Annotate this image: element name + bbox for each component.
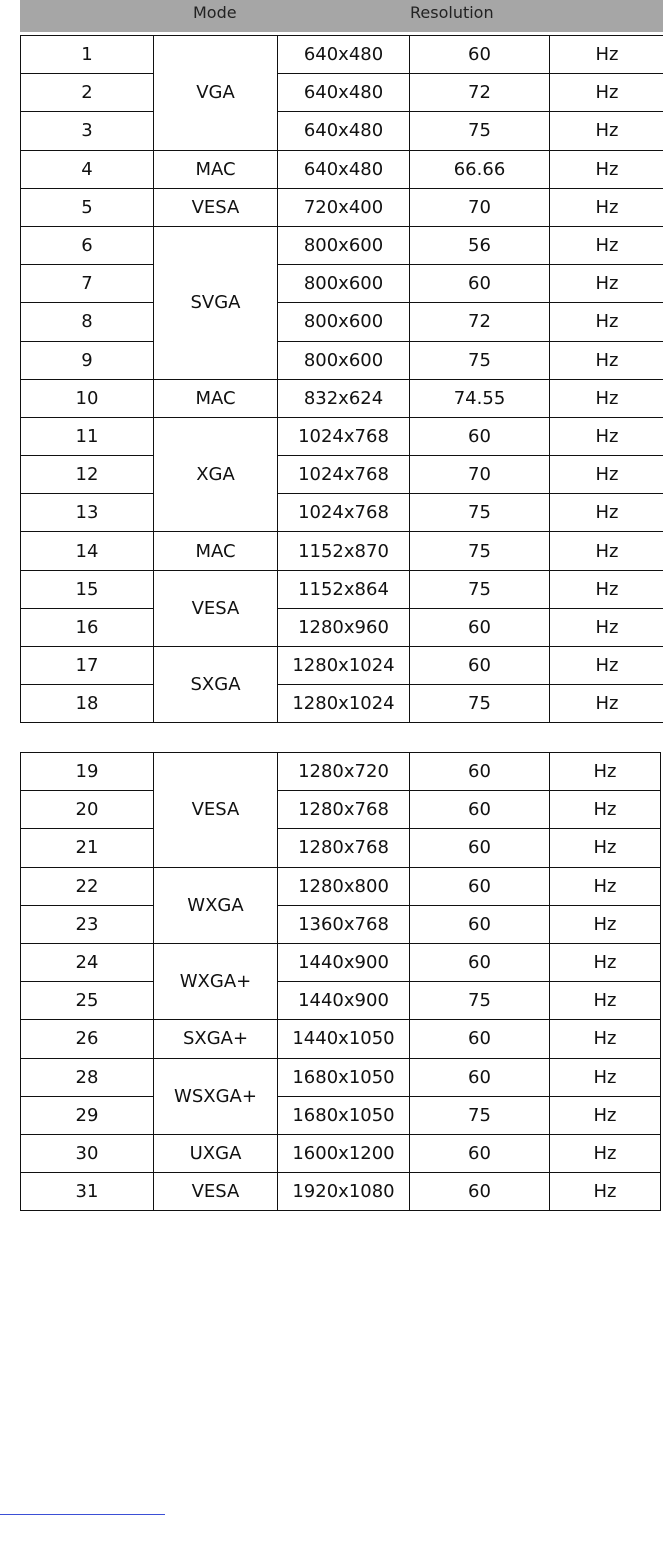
table-row	[21, 829, 661, 867]
refresh-rate-cell: 60	[410, 1058, 550, 1096]
unit-cell: Hz	[550, 379, 663, 417]
mode-number-cell: 13	[21, 494, 154, 532]
unit-cell: Hz	[550, 685, 663, 723]
refresh-rate-cell: 75	[410, 494, 550, 532]
refresh-rate-cell: 60	[410, 1020, 550, 1058]
resolution-cell: 1152x864	[278, 570, 410, 608]
table-row	[21, 1096, 661, 1134]
mode-number-cell: 25	[21, 982, 154, 1020]
mode-name-cell: UXGA	[154, 1134, 278, 1172]
mode-name-cell: MAC	[154, 379, 278, 417]
resolution-cell: 800x600	[278, 303, 410, 341]
unit-cell: Hz	[550, 905, 661, 943]
mode-number-cell: 18	[21, 685, 154, 723]
mode-number-cell: 10	[21, 379, 154, 417]
unit-cell: Hz	[550, 36, 663, 74]
refresh-rate-cell: 75	[410, 1096, 550, 1134]
mode-number-cell: 15	[21, 570, 154, 608]
table-row	[21, 379, 663, 417]
mode-name-cell: WXGA+	[154, 943, 278, 1019]
resolution-cell: 1152x870	[278, 532, 410, 570]
table-row	[21, 867, 661, 905]
resolution-cell: 800x600	[278, 226, 410, 264]
footnote-separator	[0, 1514, 165, 1515]
resolution-cell: 1440x900	[278, 982, 410, 1020]
refresh-rate-cell: 60	[410, 1173, 550, 1211]
unit-cell: Hz	[550, 1134, 661, 1172]
refresh-rate-cell: 60	[410, 905, 550, 943]
mode-name-cell: WSXGA+	[154, 1058, 278, 1134]
table-row	[21, 753, 661, 791]
mode-number-cell: 1	[21, 36, 154, 74]
table-row	[21, 303, 663, 341]
mode-number-cell: 8	[21, 303, 154, 341]
unit-cell: Hz	[550, 188, 663, 226]
mode-name-cell: XGA	[154, 417, 278, 532]
refresh-rate-cell: 60	[410, 753, 550, 791]
unit-cell: Hz	[550, 532, 663, 570]
table-row	[21, 791, 661, 829]
mode-name-cell: VESA	[154, 188, 278, 226]
table-row	[21, 608, 663, 646]
unit-cell: Hz	[550, 1058, 661, 1096]
unit-cell: Hz	[550, 112, 663, 150]
resolution-cell: 1280x1024	[278, 647, 410, 685]
mode-name-cell: VESA	[154, 570, 278, 646]
refresh-rate-cell: 60	[410, 943, 550, 981]
table-row	[21, 74, 663, 112]
resolution-cell: 1680x1050	[278, 1058, 410, 1096]
refresh-rate-cell: 72	[410, 303, 550, 341]
resolution-cell: 640x480	[278, 112, 410, 150]
resolution-cell: 1280x768	[278, 829, 410, 867]
table-row	[21, 905, 661, 943]
resolution-cell: 1440x1050	[278, 1020, 410, 1058]
unit-cell: Hz	[550, 570, 663, 608]
resolution-cell: 800x600	[278, 265, 410, 303]
refresh-rate-cell: 75	[410, 341, 550, 379]
table-row	[21, 150, 663, 188]
refresh-rate-cell: 74.55	[410, 379, 550, 417]
unit-cell: Hz	[550, 1020, 661, 1058]
mode-number-cell: 30	[21, 1134, 154, 1172]
resolution-cell: 1024x768	[278, 417, 410, 455]
resolution-cell: 1600x1200	[278, 1134, 410, 1172]
table-row	[21, 417, 663, 455]
table-row	[21, 188, 663, 226]
resolution-cell: 800x600	[278, 341, 410, 379]
refresh-rate-cell: 66.66	[410, 150, 550, 188]
unit-cell: Hz	[550, 341, 663, 379]
mode-number-cell: 16	[21, 608, 154, 646]
mode-number-cell: 12	[21, 456, 154, 494]
unit-cell: Hz	[550, 417, 663, 455]
refresh-rate-cell: 60	[410, 265, 550, 303]
mode-number-cell: 11	[21, 417, 154, 455]
refresh-rate-cell: 60	[410, 608, 550, 646]
refresh-rate-cell: 60	[410, 1134, 550, 1172]
table-row	[21, 36, 663, 74]
unit-cell: Hz	[550, 150, 663, 188]
unit-cell: Hz	[550, 1096, 661, 1134]
refresh-rate-cell: 75	[410, 982, 550, 1020]
resolution-cell: 1280x960	[278, 608, 410, 646]
unit-cell: Hz	[550, 608, 663, 646]
table-row	[21, 570, 663, 608]
resolution-cell: 1024x768	[278, 494, 410, 532]
table-row	[21, 685, 663, 723]
unit-cell: Hz	[550, 829, 661, 867]
resolution-table-part-2	[20, 752, 661, 1211]
resolution-cell: 640x480	[278, 74, 410, 112]
table-row	[21, 982, 661, 1020]
mode-name-cell: SVGA	[154, 226, 278, 379]
unit-cell: Hz	[550, 791, 661, 829]
mode-number-cell: 19	[21, 753, 154, 791]
table-row	[21, 265, 663, 303]
mode-name-cell: SXGA	[154, 647, 278, 723]
refresh-rate-cell: 60	[410, 647, 550, 685]
unit-cell: Hz	[550, 456, 663, 494]
refresh-rate-cell: 60	[410, 829, 550, 867]
unit-cell: Hz	[550, 74, 663, 112]
unit-cell: Hz	[550, 1173, 661, 1211]
unit-cell: Hz	[550, 303, 663, 341]
refresh-rate-cell: 60	[410, 867, 550, 905]
table-row	[21, 1173, 661, 1211]
refresh-rate-cell: 70	[410, 188, 550, 226]
mode-number-cell: 24	[21, 943, 154, 981]
mode-number-cell: 22	[21, 867, 154, 905]
mode-name-cell: MAC	[154, 150, 278, 188]
mode-number-cell: 4	[21, 150, 154, 188]
resolution-cell: 832x624	[278, 379, 410, 417]
table-row	[21, 112, 663, 150]
resolution-cell: 1280x720	[278, 753, 410, 791]
unit-cell: Hz	[550, 867, 661, 905]
table-row	[21, 1134, 661, 1172]
resolution-cell: 1280x800	[278, 867, 410, 905]
mode-number-cell: 28	[21, 1058, 154, 1096]
unit-cell: Hz	[550, 265, 663, 303]
mode-number-cell: 20	[21, 791, 154, 829]
refresh-rate-cell: 70	[410, 456, 550, 494]
unit-cell: Hz	[550, 494, 663, 532]
table-row	[21, 456, 663, 494]
mode-number-cell: 29	[21, 1096, 154, 1134]
mode-number-cell: 9	[21, 341, 154, 379]
mode-number-cell: 6	[21, 226, 154, 264]
refresh-rate-cell: 75	[410, 112, 550, 150]
mode-number-cell: 31	[21, 1173, 154, 1211]
resolution-cell: 1440x900	[278, 943, 410, 981]
mode-number-cell: 7	[21, 265, 154, 303]
mode-number-cell: 3	[21, 112, 154, 150]
refresh-rate-cell: 56	[410, 226, 550, 264]
table-row	[21, 341, 663, 379]
refresh-rate-cell: 75	[410, 685, 550, 723]
table-header-bar	[20, 0, 663, 32]
mode-name-cell: SXGA+	[154, 1020, 278, 1058]
mode-number-cell: 17	[21, 647, 154, 685]
resolution-cell: 720x400	[278, 188, 410, 226]
table-row	[21, 532, 663, 570]
resolution-table-part-1	[20, 35, 663, 723]
unit-cell: Hz	[550, 943, 661, 981]
refresh-rate-cell: 60	[410, 791, 550, 829]
mode-name-cell: VESA	[154, 753, 278, 868]
resolution-column-header: Resolution	[410, 3, 494, 22]
resolution-cell: 1280x1024	[278, 685, 410, 723]
unit-cell: Hz	[550, 647, 663, 685]
refresh-rate-cell: 75	[410, 532, 550, 570]
mode-number-cell: 2	[21, 74, 154, 112]
table-row	[21, 943, 661, 981]
mode-number-cell: 26	[21, 1020, 154, 1058]
mode-name-cell: VGA	[154, 36, 278, 151]
mode-name-cell: MAC	[154, 532, 278, 570]
mode-number-cell: 5	[21, 188, 154, 226]
mode-name-cell: WXGA	[154, 867, 278, 943]
resolution-cell: 1280x768	[278, 791, 410, 829]
refresh-rate-cell: 72	[410, 74, 550, 112]
refresh-rate-cell: 75	[410, 570, 550, 608]
mode-column-header: Mode	[193, 3, 237, 22]
refresh-rate-cell: 60	[410, 36, 550, 74]
resolution-cell: 1680x1050	[278, 1096, 410, 1134]
resolution-cell: 1024x768	[278, 456, 410, 494]
unit-cell: Hz	[550, 982, 661, 1020]
mode-number-cell: 23	[21, 905, 154, 943]
refresh-rate-cell: 60	[410, 417, 550, 455]
table-row	[21, 1058, 661, 1096]
table-row	[21, 1020, 661, 1058]
mode-number-cell: 21	[21, 829, 154, 867]
mode-number-cell: 14	[21, 532, 154, 570]
unit-cell: Hz	[550, 226, 663, 264]
table-row	[21, 494, 663, 532]
table-row	[21, 226, 663, 264]
unit-cell: Hz	[550, 753, 661, 791]
resolution-cell: 640x480	[278, 150, 410, 188]
resolution-cell: 640x480	[278, 36, 410, 74]
table-row	[21, 647, 663, 685]
resolution-cell: 1920x1080	[278, 1173, 410, 1211]
resolution-cell: 1360x768	[278, 905, 410, 943]
mode-name-cell: VESA	[154, 1173, 278, 1211]
